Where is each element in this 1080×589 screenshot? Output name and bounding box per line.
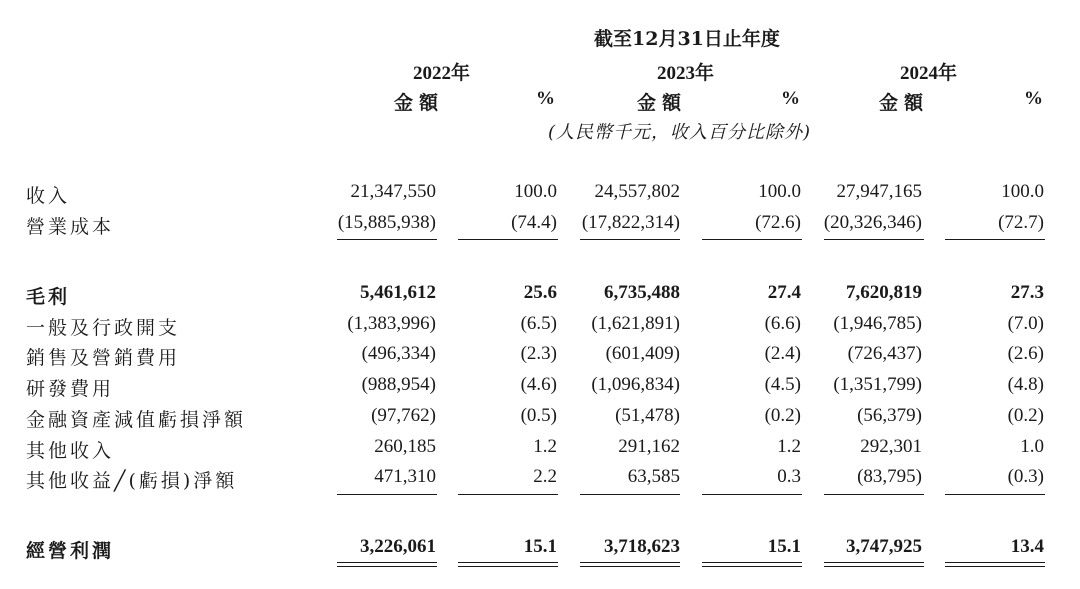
- row-label-rnd: 研發費用: [26, 378, 115, 400]
- cell-row2-2023-pct: 27.4: [767, 282, 801, 303]
- unit-note: (人民幣千元，收入百分比除外): [548, 122, 812, 143]
- row-label-revenue: 收入: [26, 185, 71, 207]
- rule-cost-2023-amount: [580, 239, 680, 240]
- cell-row2-2022-amount: 5,461,612: [360, 282, 436, 303]
- rule-subtotal-2022-amount: [337, 494, 437, 495]
- row-label-general-admin: 一般及行政開支: [26, 317, 181, 339]
- cell-row3-2023-amount: (1,621,891): [591, 313, 680, 334]
- cell-row1-2023-amount: (17,822,314): [581, 212, 680, 233]
- cell-row4-2024-amount: (726,437): [847, 343, 922, 364]
- cell-row3-2022-pct: (6.5): [520, 313, 557, 334]
- cell-row9-2024-pct: 13.4: [1010, 536, 1044, 557]
- amount-header-2024: 金額: [879, 92, 930, 114]
- double-rule-2023-pct: [702, 562, 802, 567]
- cell-row1-2024-amount: (20,326,346): [823, 212, 922, 233]
- cell-row4-2022-pct: (2.3): [520, 343, 557, 364]
- cell-row8-2022-amount: 471,310: [374, 466, 436, 487]
- row-label-impairment: 金融資產減值虧損淨額: [26, 409, 247, 431]
- cell-row9-2022-pct: 15.1: [523, 536, 557, 557]
- cell-row8-2022-pct: 2.2: [533, 466, 557, 487]
- cell-row8-2024-amount: (83,795): [857, 466, 922, 487]
- cell-row4-2023-amount: (601,409): [605, 343, 680, 364]
- cell-row1-2024-pct: (72.7): [998, 212, 1044, 233]
- double-rule-2022-amount: [337, 562, 437, 567]
- row-label-cost-of-revenue: 營業成本: [26, 216, 115, 238]
- cell-row4-2024-pct: (2.6): [1007, 343, 1044, 364]
- cell-row5-2022-pct: (4.6): [520, 374, 557, 395]
- cell-row4-2022-amount: (496,334): [361, 343, 436, 364]
- amount-header-2022: 金額: [394, 92, 445, 114]
- rule-cost-2024-pct: [945, 239, 1045, 240]
- pct-header-2023: %: [781, 88, 800, 109]
- cell-row2-2024-amount: 7,620,819: [846, 282, 922, 303]
- double-rule-2022-pct: [458, 562, 558, 567]
- row-label-other-income: 其他收入: [26, 440, 115, 462]
- cell-row0-2022-amount: 21,347,550: [350, 181, 436, 202]
- cell-row1-2022-pct: (74.4): [511, 212, 557, 233]
- cell-row6-2024-amount: (56,379): [857, 405, 922, 426]
- rule-subtotal-2022-pct: [458, 494, 558, 495]
- cell-row9-2023-pct: 15.1: [767, 536, 801, 557]
- rule-subtotal-2024-amount: [824, 494, 924, 495]
- cell-row2-2024-pct: 27.3: [1010, 282, 1044, 303]
- cell-row4-2023-pct: (2.4): [764, 343, 801, 364]
- row-label-selling-marketing: 銷售及營銷費用: [26, 347, 181, 369]
- cell-row7-2023-amount: 291,162: [618, 436, 680, 457]
- cell-row5-2022-amount: (988,954): [361, 374, 436, 395]
- rule-cost-2023-pct: [702, 239, 802, 240]
- rule-cost-2022-amount: [337, 239, 437, 240]
- cell-row0-2023-pct: 100.0: [758, 181, 801, 202]
- cell-row5-2023-amount: (1,096,834): [591, 374, 680, 395]
- cell-row5-2024-pct: (4.8): [1007, 374, 1044, 395]
- row-label-gross-profit: 毛利: [26, 286, 71, 308]
- cell-row0-2024-pct: 100.0: [1001, 181, 1044, 202]
- cell-row6-2023-pct: (0.2): [764, 405, 801, 426]
- cell-row3-2024-amount: (1,946,785): [833, 313, 922, 334]
- rule-subtotal-2023-pct: [702, 494, 802, 495]
- rule-cost-2022-pct: [458, 239, 558, 240]
- cell-row6-2024-pct: (0.2): [1007, 405, 1044, 426]
- double-rule-2024-amount: [824, 562, 924, 567]
- cell-row6-2023-amount: (51,478): [615, 405, 680, 426]
- rule-subtotal-2023-amount: [580, 494, 680, 495]
- cell-row0-2024-amount: 27,947,165: [836, 181, 922, 202]
- rule-cost-2024-amount: [824, 239, 924, 240]
- year-2024-heading: 2024年: [900, 63, 958, 84]
- cell-row5-2024-amount: (1,351,799): [833, 374, 922, 395]
- cell-row3-2023-pct: (6.6): [764, 313, 801, 334]
- cell-row7-2023-pct: 1.2: [777, 436, 801, 457]
- year-2023-heading: 2023年: [657, 63, 715, 84]
- cell-row6-2022-amount: (97,762): [371, 405, 436, 426]
- cell-row7-2022-amount: 260,185: [374, 436, 436, 457]
- cell-row8-2023-amount: 63,585: [627, 466, 680, 487]
- amount-header-2023: 金額: [637, 92, 688, 114]
- cell-row1-2023-pct: (72.6): [755, 212, 801, 233]
- double-rule-2023-amount: [580, 562, 680, 567]
- cell-row2-2022-pct: 25.6: [523, 282, 557, 303]
- cell-row3-2022-amount: (1,383,996): [347, 313, 436, 334]
- cell-row7-2022-pct: 1.2: [533, 436, 557, 457]
- year-2022-heading: 2022年: [413, 63, 471, 84]
- cell-row1-2022-amount: (15,885,938): [337, 212, 436, 233]
- cell-row7-2024-pct: 1.0: [1020, 436, 1044, 457]
- cell-row2-2023-amount: 6,735,488: [604, 282, 680, 303]
- pct-header-2022: %: [536, 88, 555, 109]
- cell-row8-2023-pct: 0.3: [777, 466, 801, 487]
- cell-row9-2022-amount: 3,226,061: [360, 536, 436, 557]
- row-label-other-gains: 其他收益╱(虧損)淨額: [26, 470, 238, 492]
- cell-row8-2024-pct: (0.3): [1007, 466, 1044, 487]
- cell-row9-2023-amount: 3,718,623: [604, 536, 680, 557]
- double-rule-2024-pct: [945, 562, 1045, 567]
- rule-subtotal-2024-pct: [945, 494, 1045, 495]
- cell-row9-2024-amount: 3,747,925: [846, 536, 922, 557]
- cell-row0-2023-amount: 24,557,802: [594, 181, 680, 202]
- row-label-operating-profit: 經營利潤: [26, 540, 115, 562]
- cell-row7-2024-amount: 292,301: [860, 436, 922, 457]
- cell-row6-2022-pct: (0.5): [520, 405, 557, 426]
- cell-row3-2024-pct: (7.0): [1007, 313, 1044, 334]
- period-heading: 截至12月31日止年度: [594, 28, 780, 50]
- pct-header-2024: %: [1024, 88, 1043, 109]
- cell-row5-2023-pct: (4.5): [764, 374, 801, 395]
- cell-row0-2022-pct: 100.0: [514, 181, 557, 202]
